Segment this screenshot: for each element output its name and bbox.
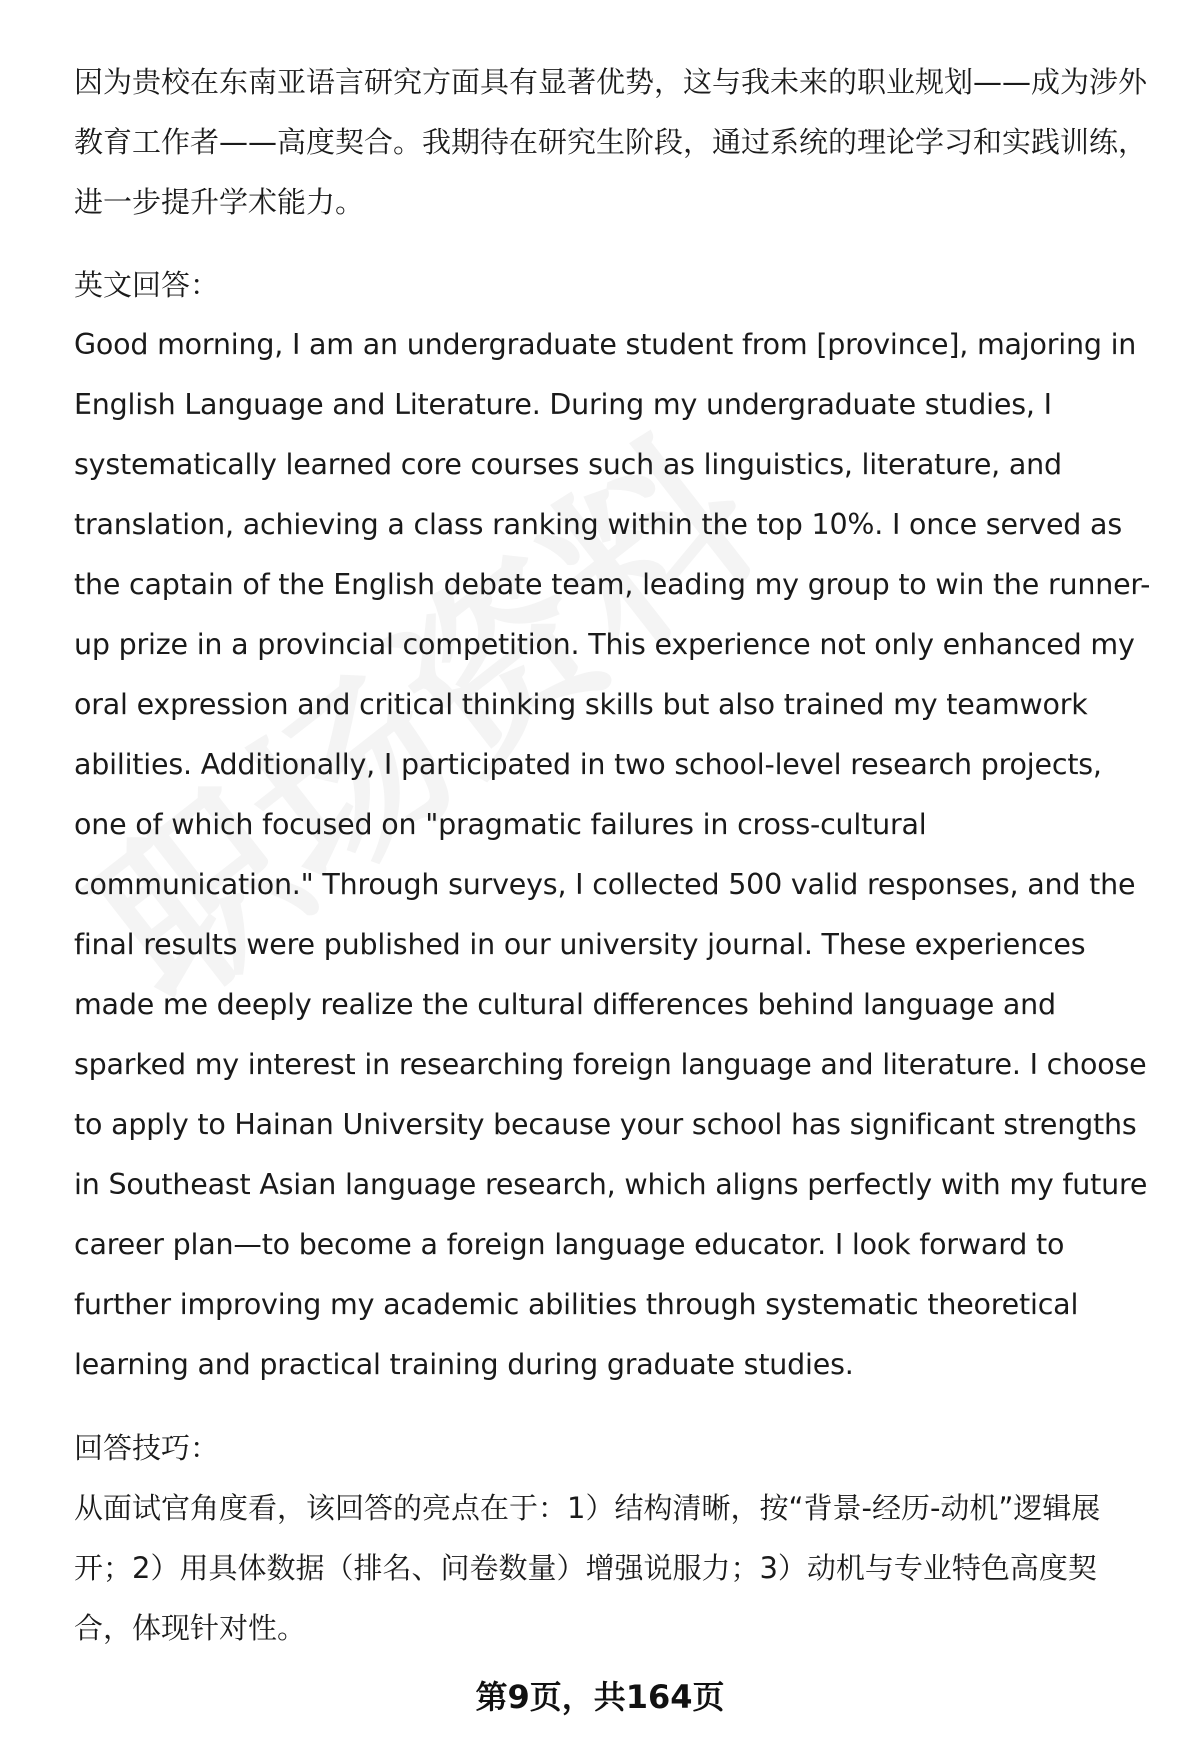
english-answer-heading: 英文回答：	[74, 268, 220, 302]
answer-tips-paragraph: 从面试官角度看，该回答的亮点在于：1）结构清晰，按“背景-经历-动机”逻辑展开；2）用具体数据（排名、问卷数量）增强说服力；3）动机与专业特色高度契合，体现针对性。	[74, 1491, 1101, 1645]
chinese-intro-paragraph: 因为贵校在东南亚语言研究方面具有显著优势，这与我未来的职业规划——成为涉外教育工作者——高度契合。我期待在研究生阶段，通过系统的理论学习和实践训练，进一步提升学术能力。	[74, 65, 1148, 219]
answer-tips-heading: 回答技巧：	[74, 1431, 220, 1465]
page-content	[74, 52, 1154, 1658]
english-answer-paragraph: Good morning, I am an undergraduate student from [province], majoring in English Language and Literature. During my undergraduate studies, I systematically learned core courses such as linguistics, literature, and translation, achieving a class ranking within the top 10%. I once served as the captain of the English debate team, leading my group to win the runner-up prize in a provincial competition. This experience not only enhanced my oral expression and critical thinking skills but also trained my teamwork abilities. Additionally, I participated in two school-level research projects, one of which focused on "pragmatic failures in cross-cultural communication." Through surveys, I collected 500 valid responses, and the final results were published in our university journal. These experiences made me deeply realize the cultural differences behind language and sparked my interest in researching foreign language and literature. I choose to apply to Hainan University because your school has significant strengths in Southeast Asian language research, which aligns perfectly with my future career plan—to become a foreign language educator. I look forward to further improving my academic abilities through systematic theoretical learning and practical training during graduate studies.	[74, 328, 1151, 1381]
page-number-footer: 第9页，共164页	[475, 1678, 725, 1716]
